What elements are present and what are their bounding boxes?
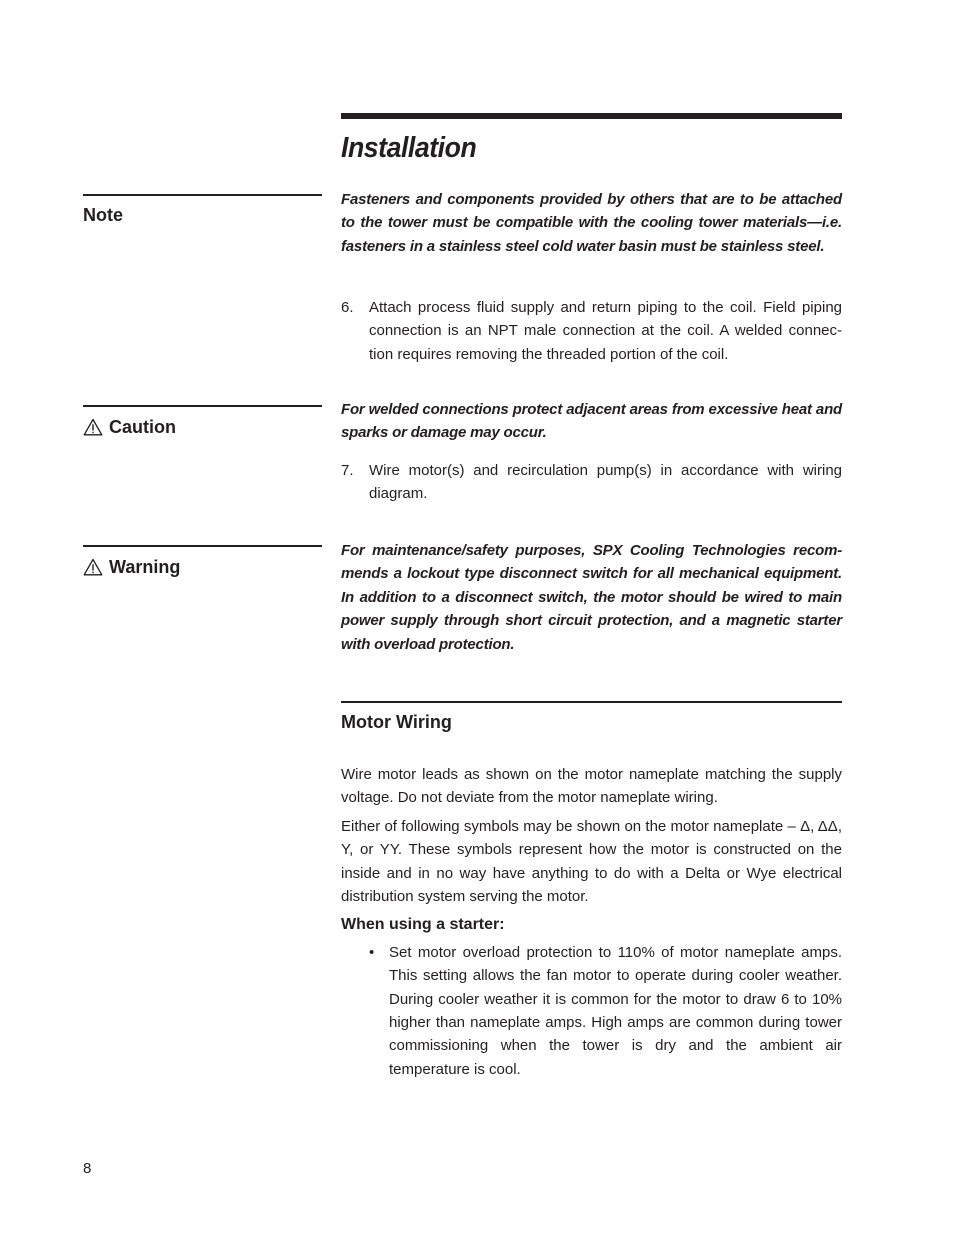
warning-text: For maintenance/safety purposes, SPX Cooling Technologies recom-mends a lockout type disconnect switch for all mechanical equipment. In addition to a disconnect switch, the motor should be wired to main power supply through short circuit protection, and a magnetic starter with overload protection. xyxy=(341,542,842,653)
warning-triangle-icon xyxy=(83,418,103,436)
motor-wiring-body xyxy=(341,763,842,1081)
note-text: Fasteners and components provided by others that are to be attached to the tower must be compatible with the cooling tower materials—i.e. fasteners in a stainless steel cold water basin must be stainless steel. xyxy=(341,191,842,255)
page-number: 8 xyxy=(83,1160,92,1177)
step-6-text: Attach process fluid supply and return piping to the coil. Field piping connection is an NPT male connection at the coil. A welded connec-tion requires removing the threaded portion of the coil. xyxy=(369,299,842,363)
motor-wiring-para-2: Either of following symbols may be shown on the motor nameplate – Δ, ΔΔ, Y, or YY. These symbols represent how the motor is constructed on the inside and in no way have anything to do with a Delta or Wye electrical distribution system serving the motor. xyxy=(341,817,842,906)
title-rule xyxy=(341,113,842,119)
warning-rule xyxy=(83,545,322,547)
section-rule xyxy=(341,701,842,703)
step-7-text: Wire motor(s) and recirculation pump(s) in accordance with wiring diagram. xyxy=(369,462,842,503)
step-7-number: 7. xyxy=(341,462,354,479)
step-6 xyxy=(341,296,842,366)
caution-label-text: Caution xyxy=(109,417,176,437)
section-heading: Motor Wiring xyxy=(341,712,452,732)
warning-label xyxy=(83,556,180,578)
bullet-dot: • xyxy=(369,943,375,961)
starter-subheading: When using a starter: xyxy=(341,916,505,934)
caution-label xyxy=(83,416,176,438)
caution-text: For welded connections protect adjacent areas from excessive heat and sparks or damage may occur. xyxy=(341,401,842,442)
step-6-number: 6. xyxy=(341,299,354,316)
page-title: Installation xyxy=(341,132,477,164)
list-item xyxy=(341,941,842,1081)
note-label-text: Note xyxy=(83,205,123,225)
step-7 xyxy=(341,459,842,506)
note-rule xyxy=(83,194,322,196)
warning-label-text: Warning xyxy=(109,557,181,577)
caution-rule xyxy=(83,405,322,407)
warning-triangle-icon xyxy=(83,558,103,576)
bullet-text: Set motor overload protection to 110% of motor nameplate amps. This setting allows the fan motor to operate during cooler weather. During cooler weather it is common for the motor to draw 6 to 10% higher than nameplate amps. High amps are common during tower commissioning when the tower is dry and the ambient air temperature is cool. xyxy=(389,943,842,1078)
motor-wiring-para-1: Wire motor leads as shown on the motor nameplate matching the supply voltage. Do not deviate from the motor nameplate wiring. xyxy=(341,766,842,807)
note-label xyxy=(83,204,123,226)
